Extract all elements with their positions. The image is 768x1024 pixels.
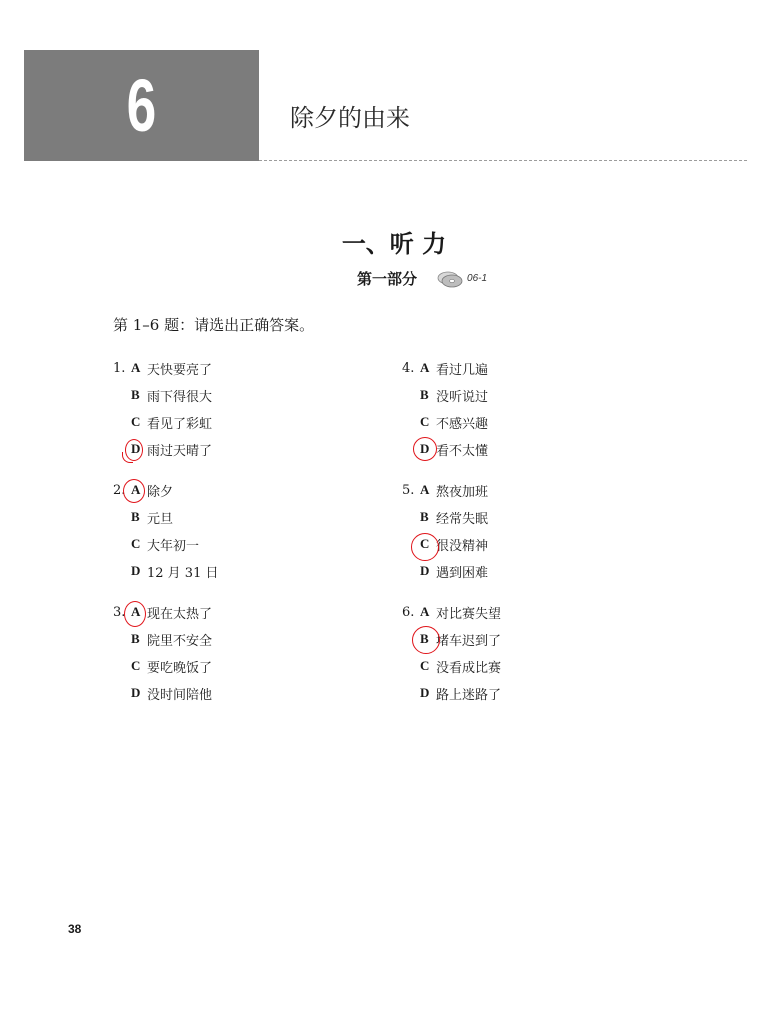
option-letter: D: [420, 441, 430, 456]
option-text: 没时间陪他: [147, 687, 213, 703]
page-number: 38: [68, 922, 82, 936]
part-heading: [357, 268, 487, 289]
option-letter: C: [131, 414, 141, 429]
option-text: 天快要亮了: [147, 362, 213, 378]
question-number: 5.: [402, 482, 415, 498]
option-text: 没看成比赛: [436, 660, 502, 676]
question-number: 1.: [113, 360, 126, 376]
answer-mark-tail: [122, 452, 133, 463]
header-divider: [259, 160, 747, 161]
question-number: 2.: [113, 482, 126, 498]
option-text: 对比赛失望: [436, 606, 502, 622]
option-text: 经常失眠: [436, 511, 489, 527]
question-number: 4.: [402, 360, 415, 376]
part-label: 第一部分: [357, 270, 418, 288]
option-letter: B: [420, 387, 429, 402]
question-number: 3.: [113, 604, 126, 620]
option-letter: B: [420, 509, 429, 524]
chapter-number: 6: [126, 64, 157, 147]
option-letter: A: [420, 360, 430, 375]
option-text: 不感兴趣: [436, 416, 489, 432]
option-letter: C: [131, 658, 141, 673]
option-letter: C: [131, 536, 141, 551]
option-letter: B: [131, 631, 140, 646]
option-letter: C: [420, 536, 430, 551]
option-text: 很没精神: [436, 538, 489, 554]
cd-icon: [437, 270, 463, 288]
option-letter: C: [420, 658, 430, 673]
option-text: 现在太热了: [147, 606, 213, 622]
chapter-title: 除夕的由来: [290, 104, 410, 132]
answer-mark: [413, 437, 437, 461]
option-text: 熬夜加班: [436, 484, 489, 500]
option-letter: A: [131, 604, 141, 619]
option-letter: B: [420, 631, 429, 646]
option-text: 12 月 31 日: [147, 565, 219, 581]
option-text: 元旦: [147, 511, 174, 527]
option-text: 没听说过: [436, 389, 489, 405]
option-text: 要吃晚饭了: [147, 660, 213, 676]
option-letter: A: [420, 482, 430, 497]
option-letter: A: [131, 482, 141, 497]
option-text: 堵车迟到了: [436, 633, 502, 649]
option-text: 大年初一: [147, 538, 200, 554]
option-letter: B: [131, 509, 140, 524]
option-text: 院里不安全: [147, 633, 213, 649]
option-text: 除夕: [147, 484, 174, 500]
option-letter: B: [131, 387, 140, 402]
option-letter: D: [131, 441, 141, 456]
option-letter: C: [420, 414, 430, 429]
option-text: 看见了彩虹: [147, 416, 213, 432]
option-letter: D: [420, 563, 430, 578]
option-letter: D: [131, 563, 141, 578]
answer-mark: [124, 601, 146, 627]
option-text: 遇到困难: [436, 565, 489, 581]
option-text: 看不太懂: [436, 443, 489, 459]
option-text: 路上迷路了: [436, 687, 502, 703]
answer-mark: [412, 626, 440, 654]
instructions: 第 1–6 题：请选出正确答案。: [113, 316, 315, 334]
chapter-number-box: [24, 50, 259, 161]
section-title: 一、听 力: [341, 229, 447, 258]
option-letter: D: [131, 685, 141, 700]
option-letter: A: [420, 604, 430, 619]
option-letter: A: [131, 360, 141, 375]
audio-track-label: 06-1: [467, 273, 488, 284]
answer-mark: [123, 479, 145, 503]
answer-mark: [411, 533, 439, 561]
option-text: 雨过天晴了: [147, 443, 213, 459]
option-text: 看过几遍: [436, 362, 489, 378]
option-letter: D: [420, 685, 430, 700]
question-number: 6.: [402, 604, 415, 620]
option-text: 雨下得很大: [147, 389, 213, 405]
